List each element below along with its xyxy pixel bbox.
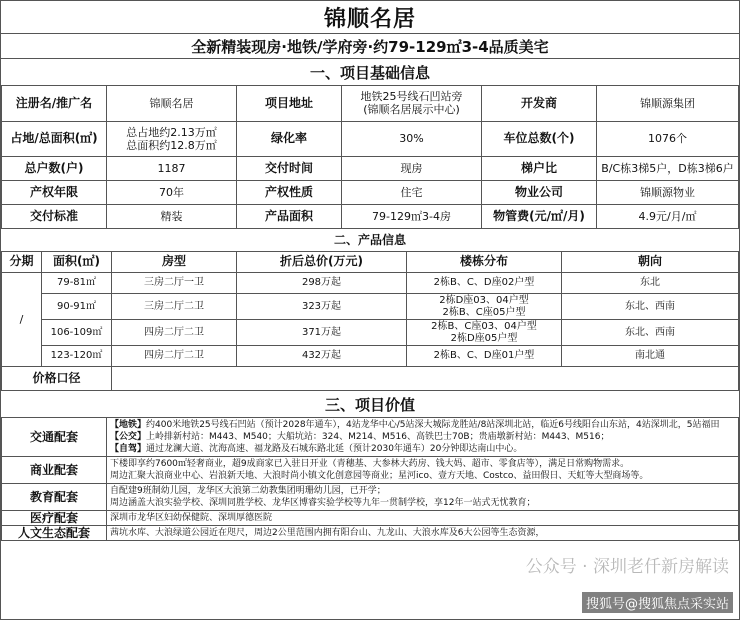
value-line-text: 周边涵盖大浪实验学校、深圳同胜学校、龙华区博睿实验学校等九年一贯制学校，享12年一站式无忧教育； bbox=[110, 498, 536, 508]
price-basis-value bbox=[112, 367, 739, 391]
value-content bbox=[107, 511, 739, 526]
value-line-tag: 【公交】 bbox=[110, 432, 147, 442]
value-line bbox=[110, 431, 735, 443]
product-header-cell: 折后总价(万元) bbox=[237, 252, 407, 273]
product-cell: 123-120㎡ bbox=[42, 346, 112, 367]
watermark-text: 公众号 · 深圳老仟新房解读 bbox=[525, 557, 729, 577]
page-subtitle: 全新精装现房·地铁/学府旁·约79-129㎡3-4品质美宅 bbox=[1, 34, 739, 59]
basic-info-value: 4.9元/月/㎡ bbox=[597, 204, 739, 228]
product-cell: 106-109㎡ bbox=[42, 320, 112, 346]
basic-info-label: 占地/总面积(㎡) bbox=[2, 121, 107, 156]
period-cell: / bbox=[2, 273, 42, 367]
value-row bbox=[2, 457, 739, 484]
value-line-text: 周边汇聚大浪商业中心、岩浪新天地、大浪时尚小镇文化创意园等商业；星河ico、壹方天地、Costco、益田假日、天虹等大型商场等。 bbox=[110, 471, 649, 481]
section2-heading: 二、产品信息 bbox=[1, 229, 739, 252]
value-row bbox=[2, 418, 739, 457]
basic-info-value: 70年 bbox=[107, 180, 237, 204]
section3-heading: 三、项目价值 bbox=[1, 391, 739, 418]
basic-info-value: 精装 bbox=[107, 204, 237, 228]
basic-info-row bbox=[2, 156, 739, 180]
value-label: 教育配套 bbox=[2, 484, 107, 511]
basic-info-label: 产品面积 bbox=[237, 204, 342, 228]
basic-info-label: 绿化率 bbox=[237, 121, 342, 156]
basic-info-label: 产权性质 bbox=[237, 180, 342, 204]
value-line-text: 自配建9班制幼儿园，龙华区大浪第二幼教集团明珊幼儿园，已开学； bbox=[110, 486, 386, 496]
product-cell: 东北、西南 bbox=[562, 294, 739, 320]
basic-info-label: 产权年限 bbox=[2, 180, 107, 204]
basic-info-value: 79-129㎡3-4房 bbox=[342, 204, 482, 228]
value-line-tag: 【自驾】 bbox=[110, 444, 147, 454]
value-content bbox=[107, 457, 739, 484]
basic-info-label: 总户数(户) bbox=[2, 156, 107, 180]
product-cell: 90-91㎡ bbox=[42, 294, 112, 320]
basic-info-value: B/C栋3梯5户，D栋3梯6户 bbox=[597, 156, 739, 180]
product-cell: 432万起 bbox=[237, 346, 407, 367]
product-cell: 四房二厅二卫 bbox=[112, 346, 237, 367]
product-cell: 四房二厅二卫 bbox=[112, 320, 237, 346]
product-cell: 2栋B、C座03、04户型 2栋D座05户型 bbox=[407, 320, 562, 346]
price-basis-row bbox=[2, 367, 739, 391]
value-line bbox=[110, 497, 735, 509]
basic-info-label: 梯户比 bbox=[482, 156, 597, 180]
product-row bbox=[2, 294, 739, 320]
product-header-row bbox=[2, 252, 739, 273]
basic-info-value: 住宅 bbox=[342, 180, 482, 204]
product-cell: 2栋B、C、D座01户型 bbox=[407, 346, 562, 367]
value-line bbox=[110, 458, 735, 470]
basic-info-value: 1076个 bbox=[597, 121, 739, 156]
value-label: 人文生态配套 bbox=[2, 526, 107, 541]
basic-info-value: 地铁25号线石凹站旁 (锦顺名居展示中心) bbox=[342, 86, 482, 121]
basic-info-value: 现房 bbox=[342, 156, 482, 180]
basic-info-label: 交付标准 bbox=[2, 204, 107, 228]
basic-info-row bbox=[2, 121, 739, 156]
product-cell: 298万起 bbox=[237, 273, 407, 294]
basic-info-table bbox=[1, 86, 739, 229]
basic-info-value: 1187 bbox=[107, 156, 237, 180]
product-cell: 三房二厅一卫 bbox=[112, 273, 237, 294]
watermark-badge: 搜狐号@搜狐焦点采实站 bbox=[582, 592, 733, 613]
value-content bbox=[107, 484, 739, 511]
basic-info-label: 注册名/推广名 bbox=[2, 86, 107, 121]
basic-info-label: 物业公司 bbox=[482, 180, 597, 204]
product-header-cell: 分期 bbox=[2, 252, 42, 273]
value-content bbox=[107, 526, 739, 541]
value-row bbox=[2, 511, 739, 526]
value-row bbox=[2, 526, 739, 541]
product-row bbox=[2, 346, 739, 367]
basic-info-value: 锦顺源集团 bbox=[597, 86, 739, 121]
basic-info-value: 总占地约2.13万㎡ 总面积约12.8万㎡ bbox=[107, 121, 237, 156]
product-cell: 三房二厅二卫 bbox=[112, 294, 237, 320]
value-row bbox=[2, 484, 739, 511]
value-label: 交通配套 bbox=[2, 418, 107, 457]
basic-info-row bbox=[2, 180, 739, 204]
value-line bbox=[110, 527, 735, 539]
product-info-table bbox=[1, 252, 739, 392]
value-line-text: 深圳市龙华区妇幼保健院、深圳厚德医院 bbox=[110, 513, 273, 523]
value-label: 商业配套 bbox=[2, 457, 107, 484]
value-line bbox=[110, 485, 735, 497]
value-label: 医疗配套 bbox=[2, 511, 107, 526]
basic-info-row bbox=[2, 86, 739, 121]
basic-info-row bbox=[2, 204, 739, 228]
product-header-cell: 楼栋分布 bbox=[407, 252, 562, 273]
section1-heading: 一、项目基础信息 bbox=[1, 59, 739, 86]
basic-info-value: 锦顺名居 bbox=[107, 86, 237, 121]
value-line bbox=[110, 419, 735, 431]
value-line-text: 约400米地铁25号线石凹站（预计2028年通车），4站龙华中心/5站深大城际龙胜站/8站深圳北站，临近6号线阳台山东站，4站深圳北，5站福田 bbox=[146, 420, 720, 430]
value-line bbox=[110, 512, 735, 524]
value-line-text: 下楼即享约7600㎡轻奢商业，超9成商家已入驻日开业（青穗基、大参林大药房、钱大妈、超市、零食店等），满足日常购物需求。 bbox=[110, 459, 630, 469]
basic-info-value: 30% bbox=[342, 121, 482, 156]
value-line-tag: 【地铁】 bbox=[110, 420, 147, 430]
basic-info-label: 交付时间 bbox=[237, 156, 342, 180]
value-line bbox=[110, 470, 735, 482]
product-cell: 东北 bbox=[562, 273, 739, 294]
product-header-cell: 房型 bbox=[112, 252, 237, 273]
product-cell: 东北、西南 bbox=[562, 320, 739, 346]
product-header-cell: 面积(㎡) bbox=[42, 252, 112, 273]
basic-info-value: 锦顺源物业 bbox=[597, 180, 739, 204]
value-line bbox=[110, 443, 735, 455]
price-basis-label: 价格口径 bbox=[2, 367, 112, 391]
value-line-text: 通过龙澜大道、沈海高速、福龙路及石城东路北延（预计2030年通车）20分钟即达南山中心。 bbox=[146, 444, 523, 454]
product-cell: 2栋D座03、04户型 2栋B、C座05户型 bbox=[407, 294, 562, 320]
product-cell: 323万起 bbox=[237, 294, 407, 320]
product-row bbox=[2, 320, 739, 346]
basic-info-label: 物管费(元/㎡/月) bbox=[482, 204, 597, 228]
product-row bbox=[2, 273, 739, 294]
basic-info-label: 车位总数(个) bbox=[482, 121, 597, 156]
product-cell: 南北通 bbox=[562, 346, 739, 367]
value-content bbox=[107, 418, 739, 457]
product-cell: 371万起 bbox=[237, 320, 407, 346]
project-value-table bbox=[1, 418, 739, 541]
product-cell: 79-81㎡ bbox=[42, 273, 112, 294]
value-line-text: 上岭排新村站：M443、M540；大船坑站：324、M214、M516、高铁巴士70B；贵庙墩新村站：M443、M516； bbox=[146, 432, 610, 442]
basic-info-label: 开发商 bbox=[482, 86, 597, 121]
value-line-text: 茜坑水库、大浪绿道公园近在咫尺，周边2公里范围内拥有阳台山、九龙山、大浪水库及6大公园等生态资源， bbox=[110, 528, 545, 538]
product-header-cell: 朝向 bbox=[562, 252, 739, 273]
page-title: 锦顺名居 bbox=[1, 1, 739, 34]
basic-info-label: 项目地址 bbox=[237, 86, 342, 121]
product-cell: 2栋B、C、D座02户型 bbox=[407, 273, 562, 294]
